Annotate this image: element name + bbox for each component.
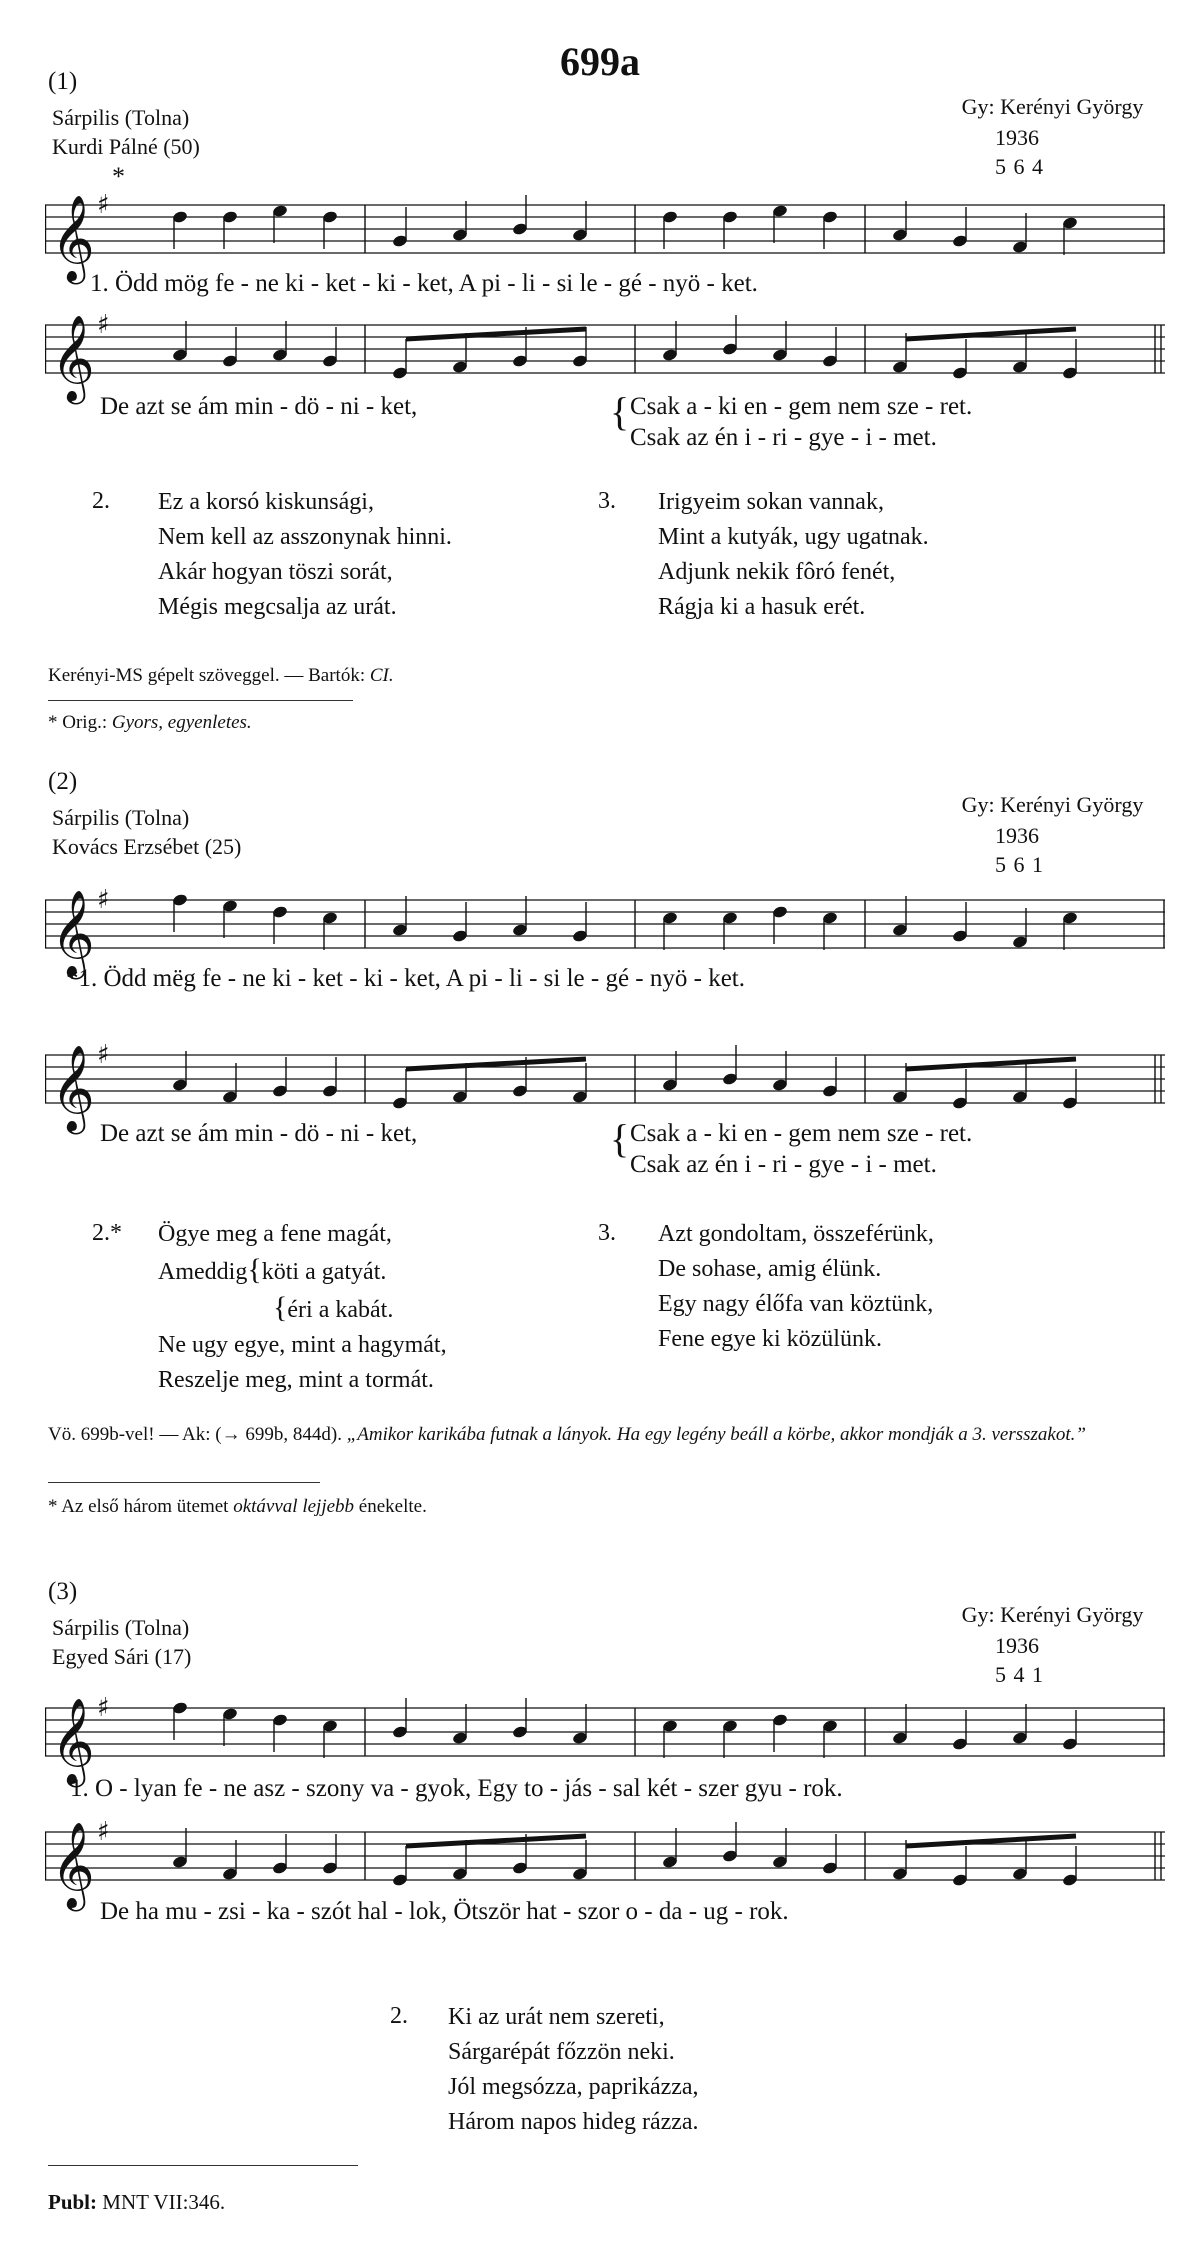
publication-reference: Publ: MNT VII:346. (48, 2190, 226, 2214)
verse-line: {éri a kabát. (273, 1291, 394, 1324)
song-1-lyric-2-alt-2: Csak az én i - ri - gye - i - met. (630, 424, 937, 451)
song-2-place: Sárpilis (Tolna) (52, 805, 190, 830)
verse-line: Egy nagy élőfa van köztünk, (658, 1291, 934, 1317)
song-2-number: (2) (48, 768, 78, 795)
svg-text:𝄞: 𝄞 (51, 1698, 95, 1784)
song-3-singer: Egyed Sári (17) (52, 1644, 192, 1669)
song-2-lyric-1: *1. Ödd mëg fe - ne ki - ket - ki - ket, A pi - li - si le - gé - nyö - ket. (66, 965, 746, 992)
song-2-footnote: * Az első három ütemet oktávval lejjebb énekelte. (48, 1496, 427, 1517)
song-2-lyric-2: De azt se ám min - dö - ni - ket, (100, 1120, 418, 1147)
song-1-number: (1) (48, 68, 78, 95)
song-1-brace: { (610, 389, 630, 434)
song-1-singer: Kurdi Pálné (50) (52, 134, 200, 159)
verse-line: Nem kell az asszonynak hinni. (158, 524, 452, 550)
svg-text:𝄞: 𝄞 (51, 315, 95, 401)
song-2-verse-2-number: 2.* (92, 1220, 122, 1246)
song-2-brace: { (610, 1116, 630, 1161)
footnote-divider (48, 700, 353, 701)
song-1-lyric-1: 1. Ödd mög fe - ne ki - ket - ki - ket, A pi - li - si le - gé - nyö - ket. (90, 270, 758, 297)
song-3-staff-1 (45, 1688, 1165, 1788)
verse-line: Mint a kutyák, ugy ugatnak. (658, 524, 929, 550)
song-3-verse-2 (448, 2000, 699, 2140)
verse-line: Adjunk nekik fôró fenét, (658, 559, 896, 585)
song-1-verse-2 (158, 485, 452, 625)
song-3-number: (3) (48, 1578, 78, 1605)
song-2-collector: Gy: Kerényi György (961, 792, 1144, 817)
svg-text:♯: ♯ (97, 885, 110, 915)
song-1-verse-3-number: 3. (598, 488, 616, 514)
song-2-lyric-2-alt-2: Csak az én i - ri - gye - i - met. (630, 1151, 937, 1178)
verse-line: Azt gondoltam, összeférünk, (658, 1221, 934, 1247)
song-2-source-note: Vö. 699b-vel! — Ak: (→ 699b, 844d). „Amikor karikába futnak a lányok. Ha egy legény beáll a körbe, akkor mondják a 3. versszakot.” (48, 1424, 1086, 1445)
verse-line: Reszelje meg, mint a tormát. (158, 1367, 434, 1393)
verse-line: Fene egye ki közülünk. (658, 1326, 882, 1352)
verse-line: Ögye meg a fene magát, (158, 1221, 392, 1247)
song-2-verse-2 (158, 1217, 578, 1398)
svg-text:♯: ♯ (97, 310, 110, 340)
song-3-collector: Gy: Kerényi György (961, 1602, 1144, 1627)
song-1-collector: Gy: Kerényi György (961, 94, 1144, 119)
song-2-year: 1936 (995, 823, 1039, 848)
svg-text:♯: ♯ (97, 1040, 110, 1070)
svg-text:𝄞: 𝄞 (51, 1045, 95, 1131)
verse-line: Mégis megcsalja az urát. (158, 594, 397, 620)
verse-line: Rágja ki a hasuk erét. (658, 594, 866, 620)
svg-text:♯: ♯ (97, 190, 110, 220)
song-3-lyric-1: 1. O - lyan fe - ne asz - szony va - gyok, Egy to - jás - sal két - szer gyu - rok. (70, 1775, 843, 1802)
verse-line: De sohase, amig élünk. (658, 1256, 882, 1282)
song-1-cadence-boxes: 5 6 4 (995, 154, 1044, 179)
verse-line: Jól megsózza, paprikázza, (448, 2074, 699, 2100)
verse-line: Ez a korsó kiskunsági, (158, 489, 374, 515)
song-3-place: Sárpilis (Tolna) (52, 1615, 190, 1640)
svg-text:𝄞: 𝄞 (51, 195, 95, 281)
song-1-verse-2-number: 2. (92, 488, 110, 514)
song-2-verse-3-number: 3. (598, 1220, 616, 1246)
song-1-lyric-2-alt-1: Csak a - ki en - gem nem sze - ret. (630, 393, 973, 420)
song-2-lyric-2-alt-1: Csak a - ki en - gem nem sze - ret. (630, 1120, 973, 1147)
verse-line: Ne ugy egye, mint a hagymát, (158, 1332, 447, 1358)
footnote-divider (48, 1482, 320, 1483)
song-1-place: Sárpilis (Tolna) (52, 105, 190, 130)
svg-text:♯: ♯ (97, 1693, 110, 1723)
verse-line: Ameddig{köti a gatyát. (158, 1253, 387, 1286)
verse-line: Ki az urát nem szereti, (448, 2004, 665, 2030)
verse-line: Akár hogyan töszi sorát, (158, 559, 393, 585)
verse-line: Sárgarépát főzzön neki. (448, 2039, 675, 2065)
song-3-verse-2-number: 2. (390, 2003, 408, 2029)
song-3-staff-2 (45, 1812, 1165, 1912)
song-1-verse-3 (658, 485, 929, 625)
song-3-year: 1936 (995, 1633, 1039, 1658)
verse-line: Három napos hideg rázza. (448, 2109, 699, 2135)
song-1-footnote: * Orig.: Gyors, egyenletes. (48, 712, 252, 733)
publication-divider (48, 2165, 358, 2166)
song-3-lyric-2: De ha mu - zsi - ka - szót hal - lok, Ötször hat - szor o - da - ug - rok. (100, 1898, 789, 1925)
song-1-staff-2 (45, 305, 1165, 405)
song-1-tempo-star: * (112, 162, 125, 191)
song-2-singer: Kovács Erzsébet (25) (52, 834, 242, 859)
song-2-verse-3 (658, 1217, 934, 1357)
page-title: 699a (560, 39, 640, 84)
svg-text:♯: ♯ (97, 1817, 110, 1847)
verse-line: Irigyeim sokan vannak, (658, 489, 884, 515)
svg-text:𝄞: 𝄞 (51, 1822, 95, 1908)
song-2-cadence-boxes: 5 6 1 (995, 852, 1044, 877)
svg-text:𝄞: 𝄞 (51, 890, 95, 976)
song-3-cadence-boxes: 5 4 1 (995, 1662, 1044, 1687)
song-1-year: 1936 (995, 125, 1039, 150)
song-1-source-note: Kerényi-MS gépelt szöveggel. — Bartók: CI. (48, 665, 394, 686)
song-1-lyric-2: De azt se ám min - dö - ni - ket, (100, 393, 418, 420)
